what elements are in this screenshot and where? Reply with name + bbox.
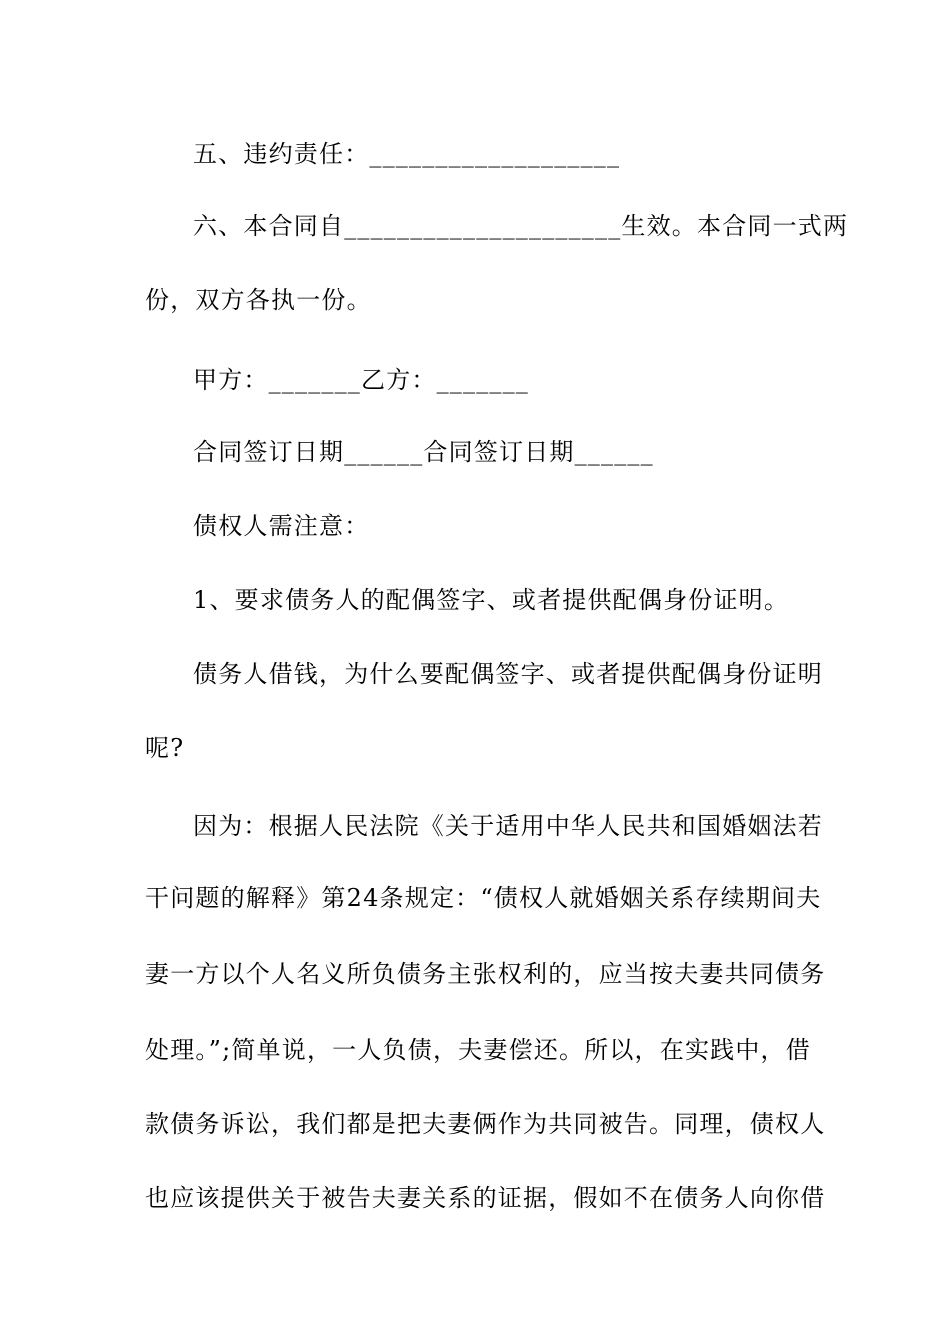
- paragraph-reason-line-6: 也应该提供关于被告夫妻关系的证据，假如不在债务人向你借: [145, 1184, 826, 1212]
- clause-breach-liability: 五、违约责任：___________________: [193, 140, 621, 168]
- paragraph-reason-line-3: 妻一方以个人名义所负债务主张权利的，应当按夫妻共同债务: [145, 960, 826, 988]
- signing-date-line: 合同签订日期______合同签订日期______: [193, 438, 654, 466]
- clause-effective-line-2: 份，双方各执一份。: [145, 286, 372, 314]
- paragraph-reason-line-2: 干问题的解释》第24条规定：“债权人就婚姻关系存续期间夫: [145, 884, 822, 912]
- creditor-notice-heading: 债权人需注意：: [193, 512, 370, 540]
- paragraph-reason-line-1: 因为：根据人民法院《关于适用中华人民共和国婚姻法若: [193, 812, 823, 840]
- paragraph-question-line-1: 债务人借钱，为什么要配偶签字、或者提供配偶身份证明: [193, 660, 823, 688]
- clause-effective-line-1: 六、本合同自_____________________生效。本合同一式两: [193, 212, 849, 240]
- notice-item-1: 1、要求债务人的配偶签字、或者提供配偶身份证明。: [193, 586, 790, 614]
- paragraph-question-line-2: 呢?: [145, 734, 185, 762]
- paragraph-reason-line-5: 款债务诉讼，我们都是把夫妻俩作为共同被告。同理，债权人: [145, 1110, 826, 1138]
- party-signature-line: 甲方：_______乙方：_______: [193, 366, 529, 394]
- paragraph-reason-line-4: 处理。”;简单说，一人负债，夫妻偿还。所以，在实践中，借: [145, 1036, 811, 1064]
